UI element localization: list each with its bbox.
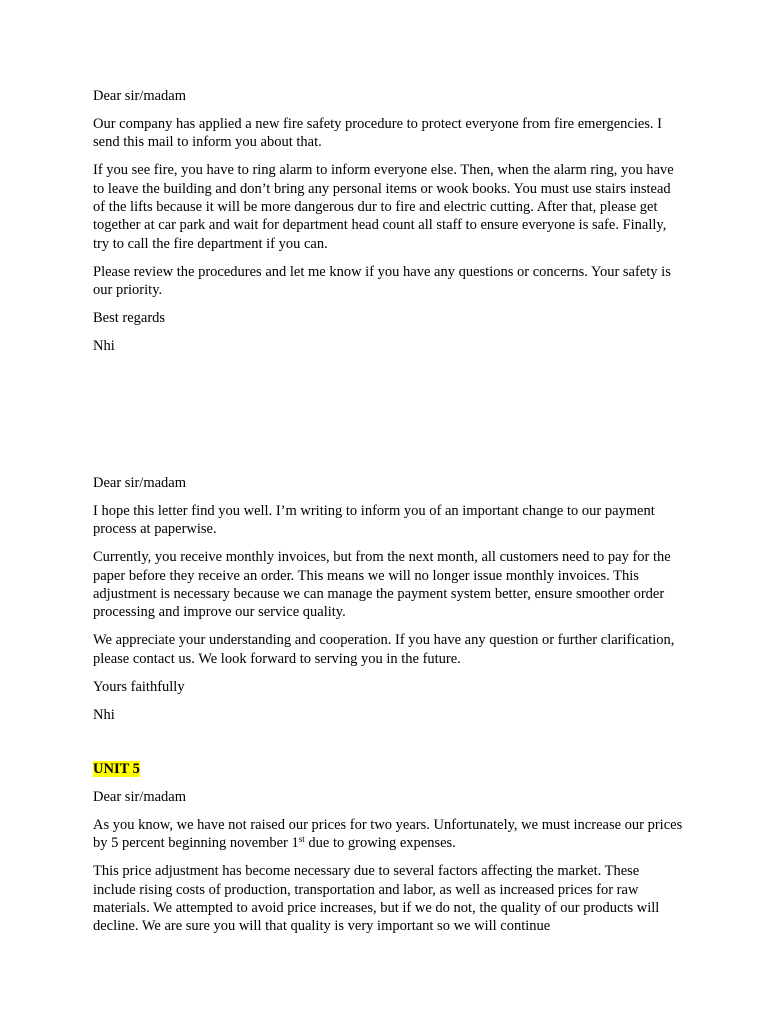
letter-signature: Nhi bbox=[93, 706, 115, 723]
letter-paragraph: Currently, you receive monthly invoices, but from the next month, all customers need to pay for the paper before they receive an order. This means we will no longer issue monthly invoices. This adjustment is necessary because we can manage the payment system better, ensure smoother order processing and improve our service quality. bbox=[93, 549, 671, 621]
letter-payment-change bbox=[93, 474, 683, 733]
letter-greeting: Dear sir/madam bbox=[93, 475, 187, 491]
letter-paragraph: This price adjustment has become necessary due to several factors affecting the market. These include rising costs of production, transportation and labor, as well as increased prices for raw materials. We attempted to avoid price increases, but if we do not, the quality of our products will decline. We are sure you will that quality is very important so we will continue bbox=[93, 863, 660, 935]
letter-fire-safety bbox=[93, 87, 683, 365]
letter-paragraph: Our company has applied a new fire safety procedure to protect everyone from fire emergencies. I send this mail to inform you about that. bbox=[93, 115, 663, 151]
letter-closing: Yours faithfully bbox=[93, 678, 185, 695]
letter-paragraph: Please review the procedures and let me know if you have any questions or concerns. Your safety is our priority. bbox=[93, 263, 671, 299]
paragraph-text: As you know, we have not raised our prices for two years. Unfortunately, we must increase our prices by 5 percent beginning november 1 bbox=[93, 816, 683, 852]
letter-paragraph: If you see fire, you have to ring alarm to inform everyone else. Then, when the alarm ring, you have to leave the building and don’t bring any personal items or wook books. You must use stairs instead of the lifts because it will be more dangerous dur to fire and electric cutting. After that, please get together at car park and wait for department head count all staff to ensure everyone is safe. Finally, try to call the fire department if you can. bbox=[93, 162, 674, 252]
ordinal-suffix: st bbox=[298, 834, 305, 845]
section-heading-row bbox=[93, 760, 683, 778]
unit5-section bbox=[93, 760, 683, 945]
letter-paragraph: We appreciate your understanding and cooperation. If you have any question or further clarification, please contact us. We look forward to serving you in the future. bbox=[93, 632, 675, 667]
letter-signature: Nhi bbox=[93, 337, 115, 354]
letter-closing: Best regards bbox=[93, 310, 166, 327]
letter-greeting: Dear sir/madam bbox=[93, 88, 187, 104]
letter-paragraph: I hope this letter find you well. I’m writing to inform you of an important change to our payment process at paperwise. bbox=[93, 502, 655, 538]
unit-heading: UNIT 5 bbox=[93, 761, 140, 777]
letter-greeting: Dear sir/madam bbox=[93, 788, 187, 805]
paragraph-text: due to growing expenses. bbox=[304, 835, 456, 852]
letter-paragraph bbox=[93, 816, 683, 853]
